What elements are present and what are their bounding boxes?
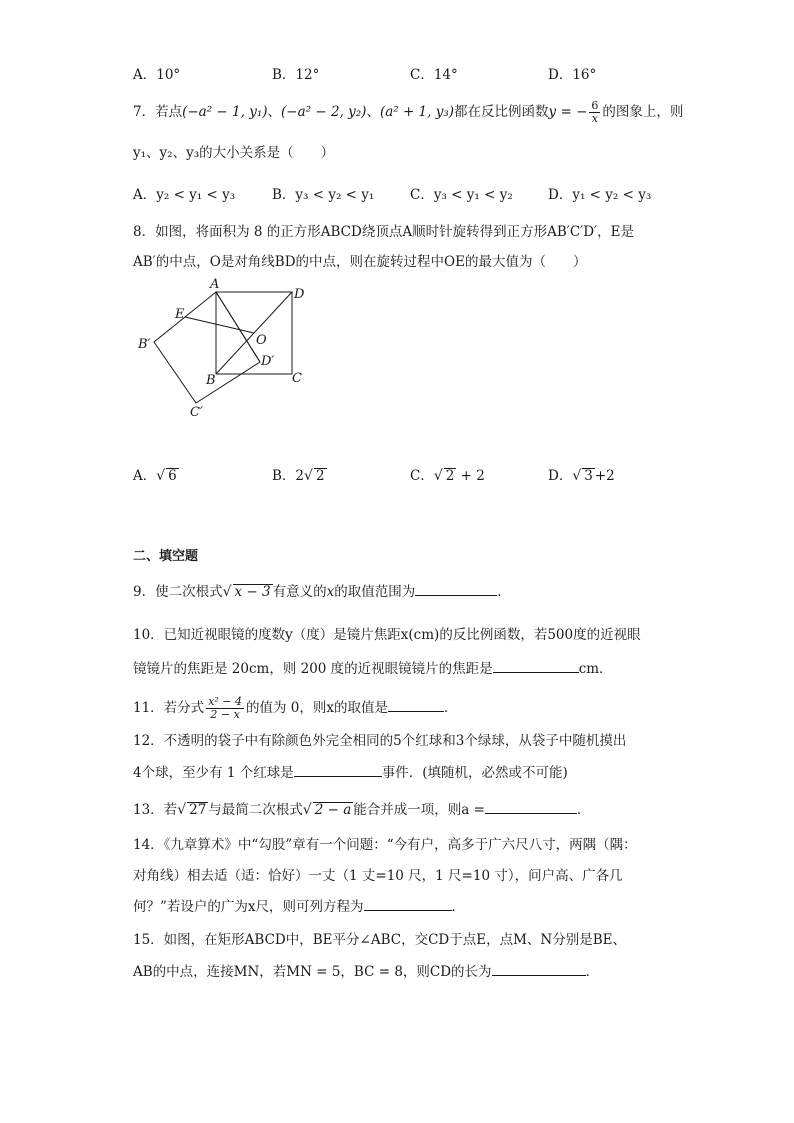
label-d-prime: D′ [261, 354, 275, 369]
q7-point-2: (−a² − 2, y₂) [281, 104, 367, 120]
q15-answer-blank[interactable] [492, 962, 586, 976]
q7-sep-1: 、 [267, 104, 282, 120]
q14-answer-blank[interactable] [364, 897, 452, 911]
q9-end: ． [497, 584, 511, 600]
q7-stem-line2: y₁、y₂、y₃的大小关系是（ ） [133, 145, 335, 161]
q9-variable: x [326, 584, 335, 600]
q11-stem [133, 696, 458, 721]
q7-option-a: A．y₂ < y₁ < y₃ [133, 187, 236, 203]
q8-option-b-radicand: 2 [315, 468, 325, 484]
q12-line2-text: 4个球，至少有 1 个红球是 [133, 765, 294, 781]
segment-oe [185, 317, 254, 333]
q14-stem-line2: 对角线）相去适（适：恰好）一丈（1 丈=10 尺，1 尺=10 寸），问户高、广各几 [133, 868, 623, 884]
q10-stem-line1: 10．已知近视眼镜的度数y（度）是镜片焦距x(cm)的反比例函数，若500度的近视眼 [133, 627, 641, 643]
q12-suffix: 事件．(填随机，必然或不可能) [381, 765, 568, 781]
q9-answer-blank[interactable] [415, 582, 497, 596]
q15-stem-line2 [133, 962, 599, 982]
q13-prefix: 13．若 [133, 802, 178, 818]
q7-prefix: 7．若点 [133, 104, 183, 120]
q14-end: ． [451, 899, 466, 915]
q10-stem-line2 [133, 659, 613, 679]
q8-option-a-label: A． [133, 468, 157, 484]
q8-option-d-label: D． [548, 468, 573, 484]
q11-fraction [206, 696, 244, 721]
q14-stem-line1: 14．《九章算术》中“勾股”章有一个问题：“今有户，高多于广六尺八寸，两隅（隅： [133, 837, 637, 853]
q15-line2-text: AB的中点，连接MN，若MN = 5，BC = 8，则CD的长为 [133, 964, 492, 980]
q8-option-a-radicand: 6 [168, 468, 177, 484]
q7-stem-line1 [133, 100, 683, 125]
q8-option-d-suffix: +2 [594, 468, 615, 484]
q8-stem-line2: AB′的中点，O是对角线BD的中点，则在旋转过程中OE的最大值为（ ） [133, 254, 587, 270]
q6-option-d: D．16° [548, 67, 597, 83]
q13-suffix: 能合并成一项，则a = [353, 802, 485, 818]
q7-option-d: D．y₁ < y₂ < y₃ [548, 187, 652, 203]
q7-option-b: B．y₃ < y₂ < y₁ [272, 187, 375, 203]
label-d: D [294, 287, 305, 302]
q13-answer-blank[interactable] [485, 800, 577, 814]
q8-option-c-label: C． [410, 468, 434, 484]
q10-answer-blank[interactable] [493, 659, 579, 673]
label-b: B [206, 373, 216, 388]
q8-option-c-suffix: + 2 [456, 468, 485, 484]
q7-point-3: (a² + 1, y₃) [379, 104, 455, 120]
q13-radicand-1: 27 [189, 802, 207, 818]
q7-func-numerator: 6 [591, 99, 599, 112]
q12-stem-line1: 12．不透明的袋子中有除颜色外完全相同的5个红球和3个绿球，从袋子中随机摸出 [133, 733, 627, 749]
q11-numerator: x² − 4 [208, 695, 243, 708]
q8-option-b-coefficient: 2 [295, 468, 305, 484]
q8-stem-line1: 8．如图，将面积为 8 的正方形ABCD绕顶点A顺时针旋转得到正方形AB′C′D′，E是 [133, 224, 634, 240]
q7-tail-text: 的图象上，则 [602, 104, 684, 120]
q9-mid: 有意义的 [272, 584, 327, 600]
q11-answer-blank[interactable] [388, 698, 444, 712]
label-c: C [292, 371, 302, 386]
segment-ad' [216, 292, 260, 362]
q8-option-a: A．√ 6 [133, 468, 177, 484]
q7-func-lhs: y = − [548, 104, 588, 120]
label-a: A [210, 277, 220, 292]
q9-prefix: 9．使二次根式 [133, 584, 223, 600]
q9-radicand: x − 3 [234, 584, 271, 600]
q15-stem-line1: 15．如图，在矩形ABCD中，BE平分∠ABC，交CD于点E，点M、N分别是BE、 [133, 932, 627, 948]
q6-option-b: B．12° [272, 67, 320, 83]
label-c-prime: C′ [190, 405, 203, 420]
label-b-prime: B′ [138, 337, 151, 352]
q7-mid-text: 都在反比例函数 [454, 104, 549, 120]
q6-option-a: A．10° [133, 67, 181, 83]
q11-prefix: 11．若分式 [133, 700, 205, 716]
q13-end: ． [576, 802, 591, 818]
q6-option-c: C．14° [410, 67, 458, 83]
q8-geometry-figure [130, 275, 330, 425]
q12-stem-line2 [133, 763, 568, 783]
q11-denominator: 2 − x [210, 708, 240, 721]
q13-radicand-2: 2 − a [314, 802, 352, 818]
q11-end: ． [444, 700, 458, 716]
q7-sep-2: 、 [366, 104, 380, 120]
q8-option-c: C．√ 2 + 2 [410, 468, 485, 484]
q7-option-c: C．y₃ < y₁ < y₂ [410, 187, 513, 203]
section-heading-fill-in: 二、填空题 [133, 549, 199, 564]
label-o: O [256, 333, 267, 348]
q11-suffix: 的值为 0，则x的取值是 [246, 700, 389, 716]
q8-option-d: D．√ 3 +2 [548, 468, 615, 484]
q14-line3-text: 何？”若设户的广为x尺，则可列方程为 [133, 899, 364, 915]
q8-option-c-radicand: 2 [445, 468, 455, 484]
q9-suffix: 的取值范围为 [334, 584, 416, 600]
q12-answer-blank[interactable] [294, 763, 382, 777]
q10-line2-text: 镜镜片的焦距是 20cm，则 200 度的近视眼镜镜片的焦距是 [133, 661, 493, 677]
q14-stem-line3 [133, 897, 465, 917]
q15-end: ． [585, 964, 600, 980]
label-e: E [175, 307, 185, 322]
q8-option-b-label: B． [272, 468, 296, 484]
q7-point-1: (−a² − 1, y₁) [182, 104, 268, 120]
q13-mid: 与最简二次根式 [208, 802, 303, 818]
q13-stem: 13．若√ 27 与最简二次根式√ 2 − a 能合并成一项，则a = ． [133, 802, 591, 818]
q10-unit: cm． [578, 661, 613, 677]
q9-stem: 9．使二次根式√ x − 3 有意义的x的取值范围为 ． [133, 584, 511, 600]
q8-option-d-radicand: 3 [584, 468, 593, 484]
q7-func-denominator: x [591, 112, 598, 125]
q8-option-b: B．2√ 2 [272, 468, 325, 484]
q7-func-fraction [589, 100, 600, 125]
